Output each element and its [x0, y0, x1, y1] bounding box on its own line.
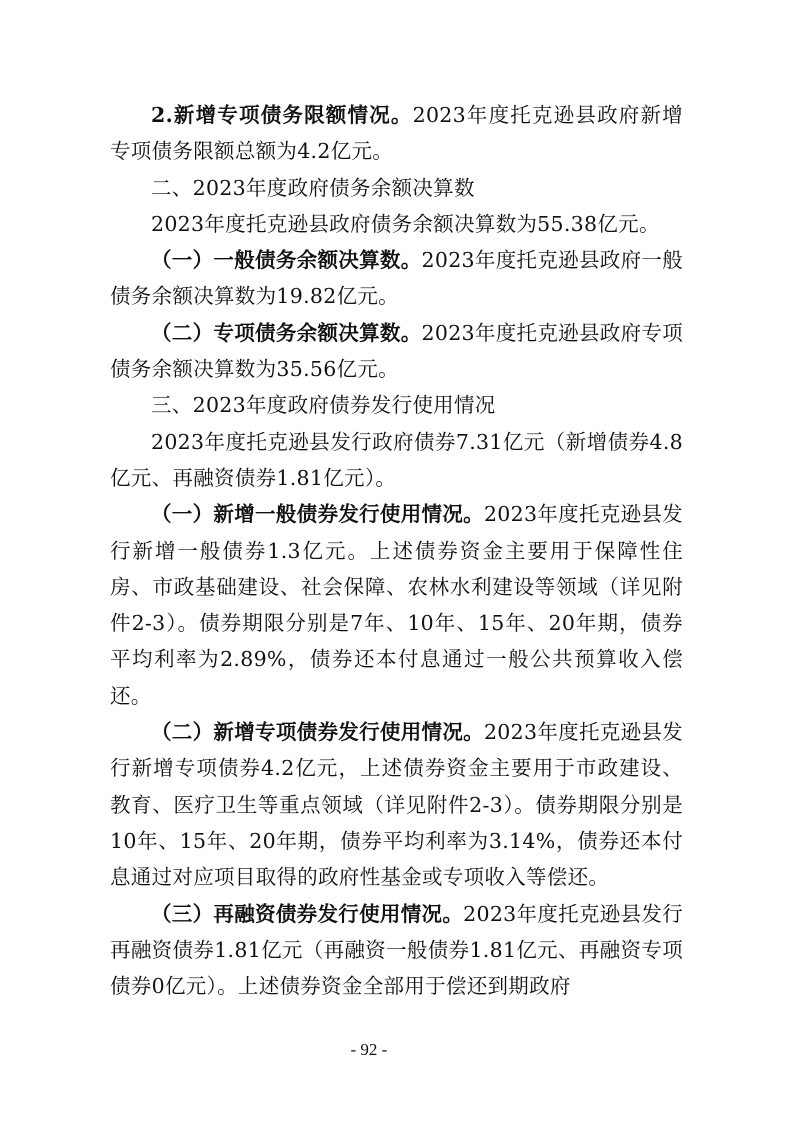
section-heading-debt-balance	[110, 170, 683, 206]
paragraph-text: 2023年度托克逊县发行新增专项债券4.2亿元，上述债券资金主要用于市政建设、教育、医疗卫生等重点领域（详见附件2-3）。债券期限分别是10年、15年、20年期，债券平均利率为3.14%，债券还本付息通过对应项目取得的政府性基金或专项收入等偿还。	[110, 720, 683, 890]
paragraph-debt-balance-total	[110, 206, 683, 242]
paragraph-general-debt-balance	[110, 242, 683, 315]
paragraph-new-general-bond	[110, 496, 683, 714]
paragraph-heading: （二）专项债务余额决算数。	[151, 320, 422, 345]
paragraph-new-special-debt-limit	[110, 97, 683, 170]
paragraph-new-special-bond	[110, 714, 683, 895]
paragraph-heading: （一）一般债务余额决算数。	[151, 248, 422, 273]
paragraph-text: 2023年度托克逊县政府一般债务余额决算数为19.82亿元。	[110, 248, 683, 309]
paragraph-text: 2023年度托克逊县政府专项债务余额决算数为35.56亿元。	[110, 320, 683, 382]
section-heading-bond-issuance	[110, 387, 683, 423]
paragraph-text: 2023年度托克逊县发行新增一般债券1.3亿元。上述债券资金主要用于保障性住房、市政基础建设、社会保障、农林水利建设等领域（详见附件2-3）。债券期限分别是7年、10年、15年、20年期，债券平均利率为2.89%，债券还本付息通过一般公共预算收入偿还。	[110, 502, 683, 708]
document-body	[110, 97, 683, 1004]
paragraph-bond-issuance-total	[110, 424, 683, 497]
paragraph-refinancing-bond	[110, 896, 683, 1005]
paragraph-heading: （二）新增专项债券发行使用情况。	[151, 720, 484, 745]
paragraph-heading: （一）新增一般债券发行使用情况。	[151, 502, 484, 527]
paragraph-heading: （三）再融资债券发行使用情况。	[151, 901, 464, 926]
page-footer	[0, 1040, 793, 1060]
paragraph-text: 2023年度托克逊县发行政府债券7.31亿元（新增债券4.8亿元、再融资债券1.81亿元）。	[110, 429, 683, 490]
section-heading-text: 三、2023年度政府债券发行使用情况	[151, 393, 496, 418]
paragraph-text: 2023年度托克逊县政府新增专项债务限额总额为4.2亿元。	[110, 103, 683, 164]
section-heading-text: 二、2023年度政府债务余额决算数	[151, 175, 475, 200]
page-number: - 92 -	[350, 1040, 388, 1059]
paragraph-text: 2023年度托克逊县政府债务余额决算数为55.38亿元。	[151, 211, 660, 236]
paragraph-special-debt-balance	[110, 315, 683, 388]
paragraph-text: 2023年度托克逊县发行再融资债券1.81亿元（再融资一般债券1.81亿元、再融资专项债券0亿元）。上述债券资金全部用于偿还到期政府	[110, 901, 684, 999]
paragraph-heading: 2.新增专项债务限额情况。	[151, 103, 413, 127]
